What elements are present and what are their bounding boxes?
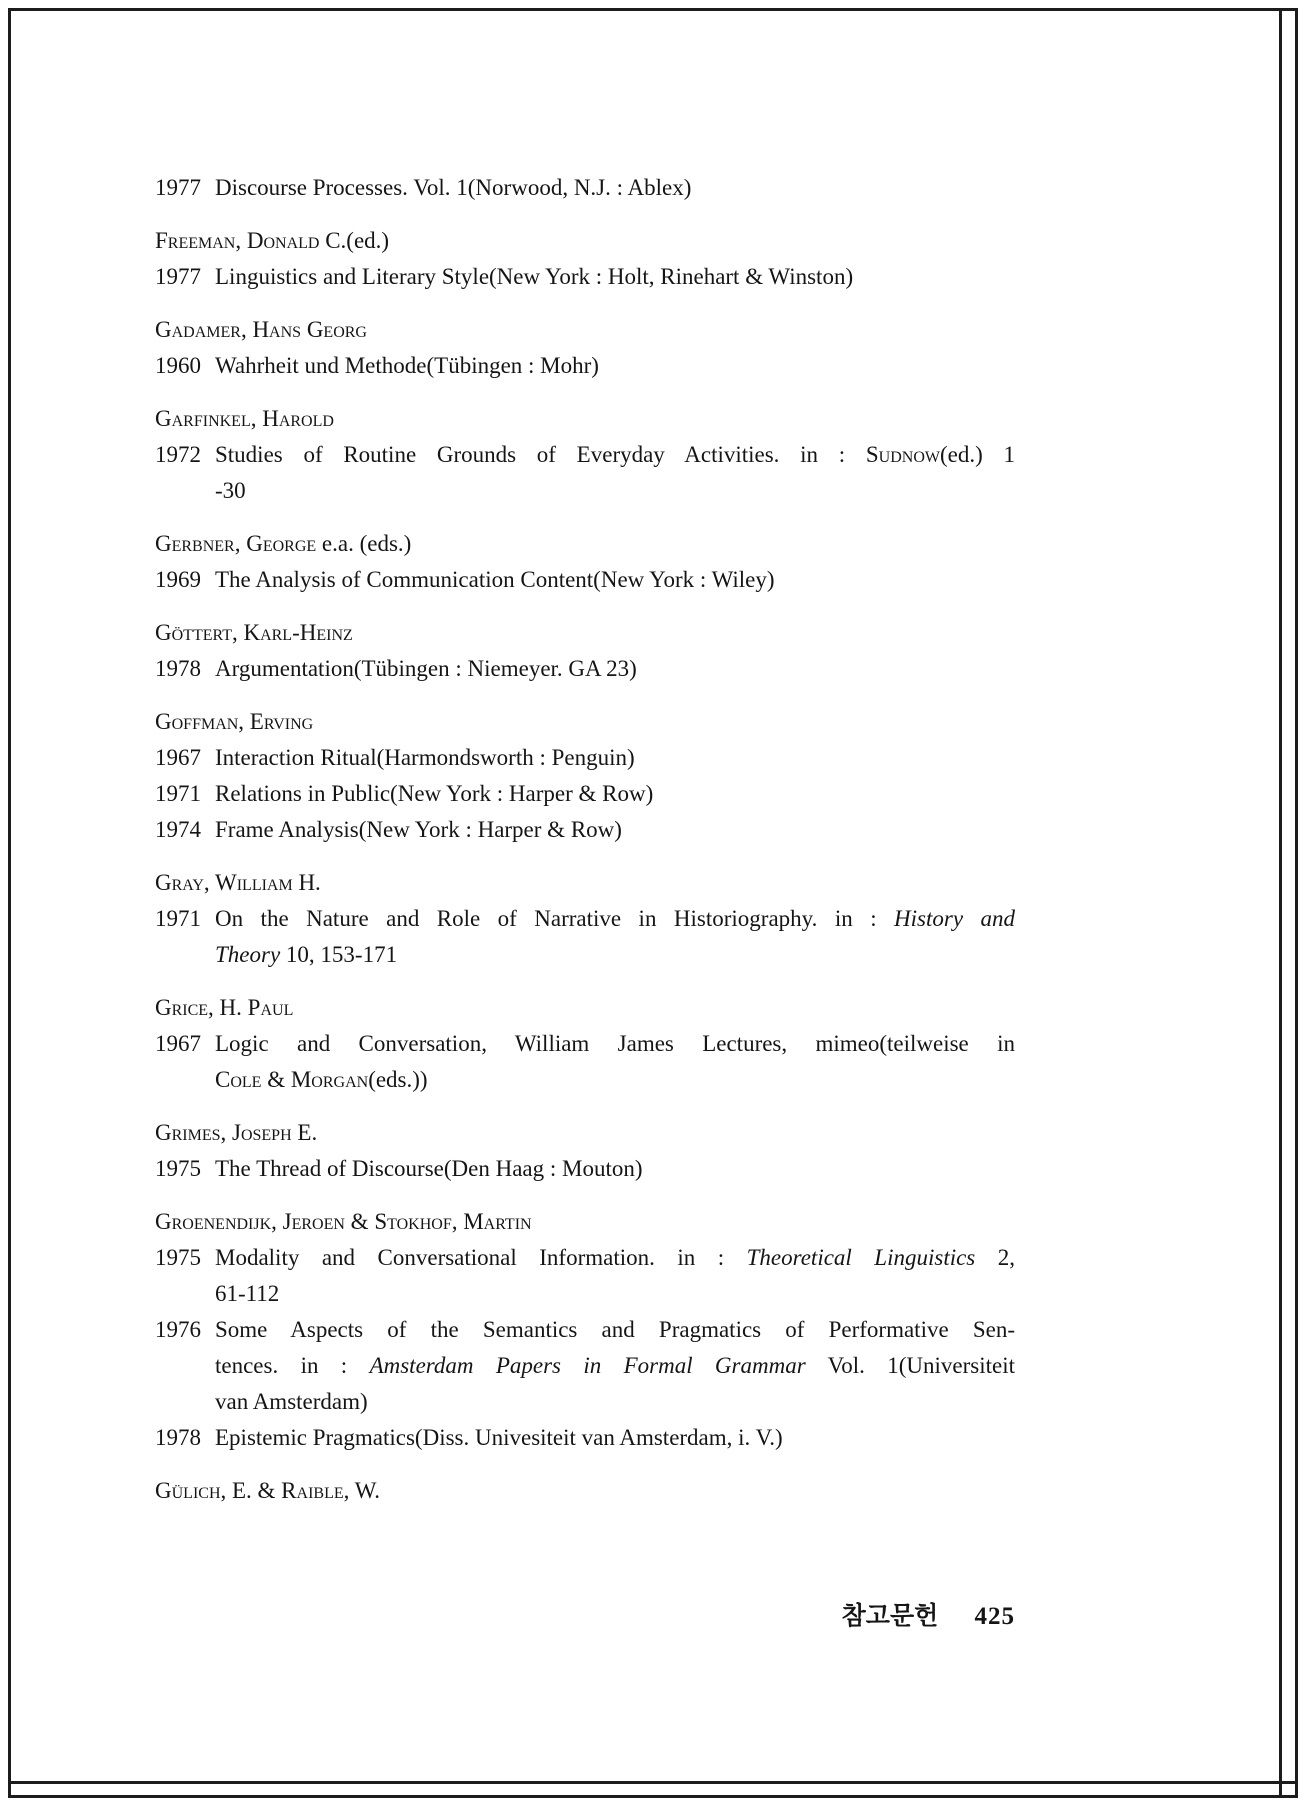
text-segment: -30 xyxy=(215,478,246,503)
italic-title-segment: Amsterdam Papers in Formal Grammar xyxy=(369,1353,806,1378)
author-name xyxy=(155,704,1015,740)
year-label: 1972 xyxy=(155,442,201,467)
bibliography-entry xyxy=(155,1204,1015,1456)
bibliography-list xyxy=(155,170,1015,1509)
bibliography-entry xyxy=(155,526,1015,598)
text-segment: On the Nature and Role of Narrative in Historiography. in : xyxy=(215,906,895,931)
text-line xyxy=(215,259,1015,295)
text-segment: Modality and Conversational Information. in : xyxy=(215,1245,747,1270)
text-line xyxy=(215,812,1015,848)
text-line xyxy=(215,740,1015,776)
text-segment: Linguistics and Literary Style(New York : Holt, Rinehart & Winston) xyxy=(215,264,854,289)
italic-title-segment: History and xyxy=(894,906,1015,931)
bibliography-entry xyxy=(155,990,1015,1098)
text-line xyxy=(215,937,1015,973)
text-line xyxy=(215,1348,1015,1384)
author-name xyxy=(155,223,1015,259)
text-line xyxy=(215,473,1015,509)
year-label: 1967 xyxy=(155,745,201,770)
work-item xyxy=(155,170,1015,206)
work-text xyxy=(215,651,1015,687)
author-name xyxy=(155,615,1015,651)
smallcaps-name-segment: Gerbner, George xyxy=(155,531,317,556)
work-text xyxy=(215,740,1015,776)
work-text xyxy=(215,259,1015,295)
year-label: 1971 xyxy=(155,906,201,931)
text-segment: 2, xyxy=(975,1245,1016,1270)
text-line xyxy=(215,1312,1015,1348)
text-line xyxy=(215,1240,1015,1276)
smallcaps-name-segment: Morgan xyxy=(290,1067,369,1092)
work-item xyxy=(155,1240,1015,1312)
work-text xyxy=(215,437,1015,509)
work-item xyxy=(155,1151,1015,1187)
text-line xyxy=(215,1420,1015,1456)
year-label: 1967 xyxy=(155,1031,201,1056)
bibliography-entry xyxy=(155,401,1015,509)
work-item xyxy=(155,1312,1015,1420)
text-segment: Logic and Conversation, William James Lectures, mimeo(teilweise in xyxy=(215,1031,1015,1056)
year-label: 1969 xyxy=(155,567,201,592)
year-label: 1975 xyxy=(155,1245,201,1270)
text-line xyxy=(215,1276,1015,1312)
work-text xyxy=(215,812,1015,848)
work-item xyxy=(155,1026,1015,1098)
work-text xyxy=(215,1420,1015,1456)
text-line xyxy=(215,437,1015,473)
year-label: 1977 xyxy=(155,175,201,200)
year-label: 1975 xyxy=(155,1156,201,1181)
work-text xyxy=(215,1312,1015,1420)
work-text xyxy=(215,562,1015,598)
text-line xyxy=(215,562,1015,598)
year-label: 1976 xyxy=(155,1317,201,1342)
italic-title-segment: Theoretical Linguistics xyxy=(746,1245,976,1270)
work-text xyxy=(215,170,1015,206)
text-segment: Wahrheit und Methode(Tübingen : Mohr) xyxy=(215,353,599,378)
page-edge-right-line xyxy=(1279,8,1282,1798)
year-label: 1977 xyxy=(155,264,201,289)
smallcaps-name-segment: Grice, H. Paul xyxy=(155,995,294,1020)
text-segment: Relations in Public(New York : Harper & Row) xyxy=(215,781,654,806)
text-line xyxy=(215,1026,1015,1062)
work-item xyxy=(155,348,1015,384)
work-item xyxy=(155,776,1015,812)
bibliography-entry xyxy=(155,1115,1015,1187)
page-edge-bottom-line xyxy=(8,1781,1298,1784)
year-label: 1960 xyxy=(155,353,201,378)
text-line xyxy=(215,901,1015,937)
text-segment: The Analysis of Communication Content(New York : Wiley) xyxy=(215,567,775,592)
text-segment: (ed.) 1 xyxy=(940,442,1015,467)
smallcaps-name-segment: Goffman, Erving xyxy=(155,709,314,734)
text-line xyxy=(215,1062,1015,1098)
text-segment: Argumentation(Tübingen : Niemeyer. GA 23) xyxy=(215,656,637,681)
text-segment: Frame Analysis(New York : Harper & Row) xyxy=(215,817,622,842)
bibliography-entry xyxy=(155,170,1015,206)
bibliography-entry xyxy=(155,865,1015,973)
work-text xyxy=(215,901,1015,973)
author-name xyxy=(155,312,1015,348)
text-segment: tences. in : xyxy=(215,1353,370,1378)
smallcaps-name-segment: Groenendijk, Jeroen & Stokhof, Martin xyxy=(155,1209,532,1234)
bibliography-entry xyxy=(155,312,1015,384)
italic-title-segment: Theory xyxy=(215,942,281,967)
text-segment: (eds.)) xyxy=(368,1067,428,1092)
smallcaps-name-segment: Gray, William H. xyxy=(155,870,321,895)
work-item xyxy=(155,812,1015,848)
author-name xyxy=(155,990,1015,1026)
year-label: 1978 xyxy=(155,656,201,681)
text-segment: Epistemic Pragmatics(Diss. Univesiteit van Amsterdam, i. V.) xyxy=(215,1425,783,1450)
smallcaps-name-segment: Göttert, Karl-Heinz xyxy=(155,620,353,645)
smallcaps-name-segment: Garfinkel, Harold xyxy=(155,406,334,431)
text-line xyxy=(215,348,1015,384)
page-footer xyxy=(155,1596,1015,1637)
text-segment: The Thread of Discourse(Den Haag : Mouton) xyxy=(215,1156,643,1181)
work-item xyxy=(155,1420,1015,1456)
author-name xyxy=(155,1204,1015,1240)
year-label: 1974 xyxy=(155,817,201,842)
author-name xyxy=(155,1473,1015,1509)
year-label: 1971 xyxy=(155,781,201,806)
text-line xyxy=(215,1384,1015,1420)
author-name xyxy=(155,526,1015,562)
work-text xyxy=(215,1026,1015,1098)
text-line xyxy=(215,776,1015,812)
text-line xyxy=(215,1151,1015,1187)
bibliography-entry xyxy=(155,1473,1015,1509)
year-label: 1978 xyxy=(155,1425,201,1450)
author-name xyxy=(155,865,1015,901)
smallcaps-name-segment: Gadamer, Hans Georg xyxy=(155,317,367,342)
text-segment: Vol. 1(Universiteit xyxy=(805,1353,1015,1378)
footer-section-title: 참고문헌 xyxy=(841,1601,939,1630)
smallcaps-name-segment: Gülich, E. & Raible, W. xyxy=(155,1478,381,1503)
text-segment: van Amsterdam) xyxy=(215,1389,368,1414)
text-segment: (ed.) xyxy=(346,228,390,253)
work-text xyxy=(215,776,1015,812)
bibliography-entry xyxy=(155,704,1015,848)
author-name xyxy=(155,1115,1015,1151)
work-item xyxy=(155,740,1015,776)
work-text xyxy=(215,1151,1015,1187)
smallcaps-name-segment: Cole xyxy=(215,1067,262,1092)
smallcaps-name-segment: Grimes, Joseph E. xyxy=(155,1120,318,1145)
text-segment: 10, 153-171 xyxy=(280,942,398,967)
text-segment: Some Aspects of the Semantics and Pragmatics of Performative Sen- xyxy=(215,1317,1015,1342)
work-text xyxy=(215,348,1015,384)
text-segment: 61-112 xyxy=(215,1281,280,1306)
work-item xyxy=(155,259,1015,295)
text-line xyxy=(215,651,1015,687)
author-name xyxy=(155,401,1015,437)
text-line xyxy=(215,170,1015,206)
bibliography-entry xyxy=(155,615,1015,687)
footer-page-number: 425 xyxy=(974,1603,1015,1630)
work-item xyxy=(155,437,1015,509)
smallcaps-name-segment: Sudnow xyxy=(865,442,940,467)
bibliography-entry xyxy=(155,223,1015,295)
text-segment: Studies of Routine Grounds of Everyday Activities. in : xyxy=(215,442,866,467)
smallcaps-name-segment: Freeman, Donald C. xyxy=(155,228,347,253)
work-item xyxy=(155,901,1015,973)
text-segment: Interaction Ritual(Harmondsworth : Penguin) xyxy=(215,745,635,770)
text-segment: & xyxy=(261,1067,291,1092)
work-text xyxy=(215,1240,1015,1312)
text-segment: e.a. (eds.) xyxy=(316,531,412,556)
work-item xyxy=(155,651,1015,687)
work-item xyxy=(155,562,1015,598)
text-segment: Discourse Processes. Vol. 1(Norwood, N.J. : Ablex) xyxy=(215,175,692,200)
